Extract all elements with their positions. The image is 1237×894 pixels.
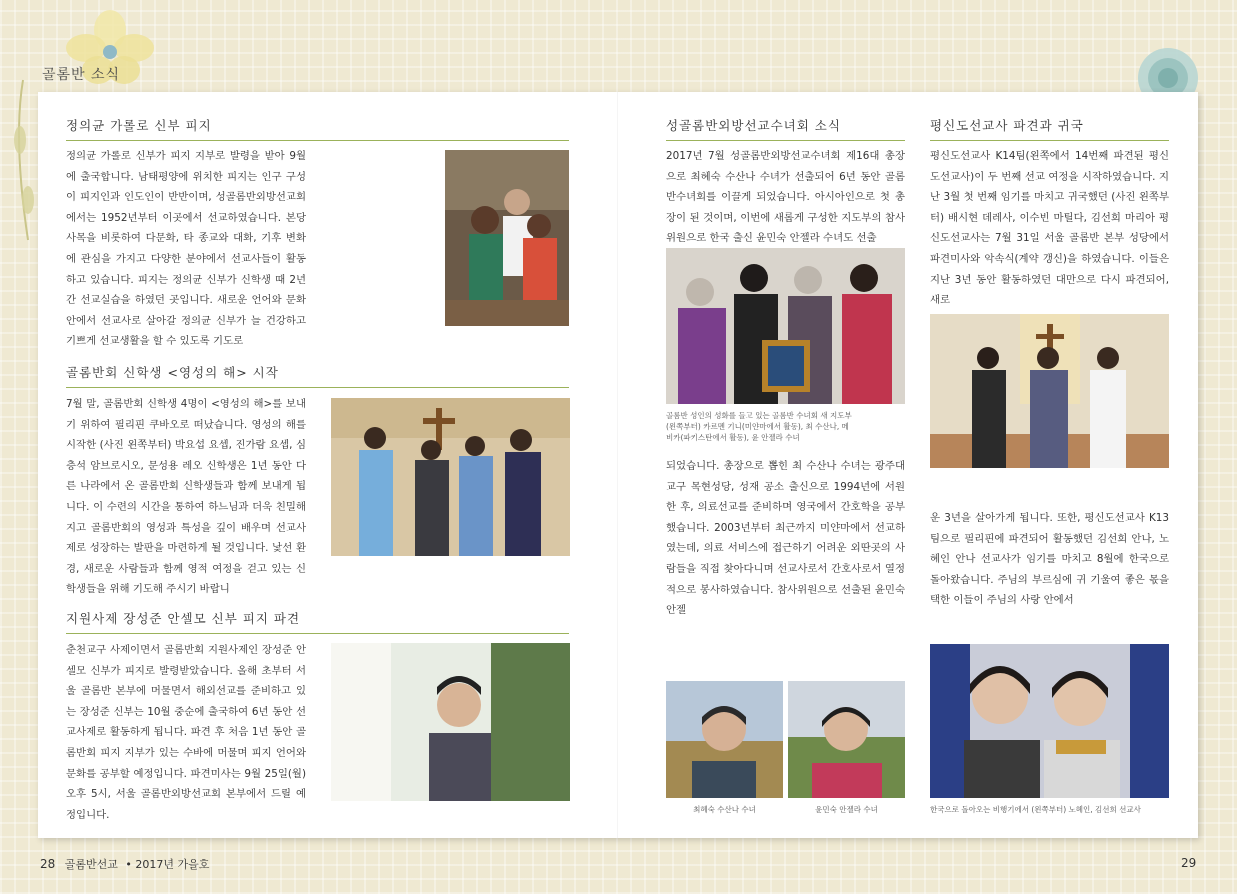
seminarians-body: 7월 말, 골롬반회 신학생 4명이 <영성의 해>를 보내기 위하여 필리핀 쿠바오로 떠났습니다. 영성의 해를 시작한 (사진 왼쪽부터) 박요섭 요셉, 진가람 요셉, 심층석 암브로시오, 문성용 레오 신학생은 1년 동안 다른 나라에서 온 골롬반회 신학생들과 함께 보내게 됩니다. 이 수련의 시간을 통하여 하느님과 더욱 친밀해지고 골롬반회의 영성과 특성을 깊이 배우며 선교사제로 성장하는 발판을 마련하게 될 것입니다. 낯선 환경, 새로운 사람들과 함께 영적 여정을 걷고 있는 신학생들을 위해 기도해 주시기 바랍니 — [66, 398, 306, 596]
sisters-heading: 성골롬반외방선교수녀회 소식 — [666, 116, 905, 141]
portrait-caption-yoon: 윤민숙 안젤라 수녀 — [815, 805, 878, 814]
vine-left-decoration — [8, 80, 38, 240]
seminarians-heading: 골롬반회 신학생 <영성의 해> 시작 — [66, 363, 569, 388]
associate-priest-heading: 지원사제 장성준 안셀모 신부 피지 파견 — [66, 609, 569, 634]
fiji-priest-body: 정의균 가롤로 신부가 피지 지부로 발령을 받아 9월에 출국합니다. 남태평양에 위치한 피지는 인구 구성이 피지인과 인도인이 반반이며, 성골롬반외방선교회에서는 1952년부터 이곳에서 선교하였습니다. 본당사목을 비롯하여 다문화, 타 종교와 대화, 기후 변화에 관심을 가지고 다양한 분야에서 선교사들이 활동하고 있습니다. 피지는 정의균 신부가 신학생 때 2년간 선교실습을 하였던 곳입니다. 새로운 언어와 문화 안에서 선교사로 살아갈 정의균 신부가 늘 건강하고 기쁘게 선교생활을 할 수 있도록 기도로 — [66, 150, 306, 348]
fiji-priest-photo — [445, 150, 569, 326]
lay-missionaries-sending-photo — [930, 314, 1169, 468]
lay-missionaries-body-top: 평신도선교사 K14팀(왼쪽에서 14번째 파견된 평신도선교사)이 두 번째 선교 여정을 시작하였습니다. 지난 3월 첫 번째 임기를 마치고 귀국했던 (사진 왼쪽부터) 배시현 데레사, 이수빈 마틸다, 김선희 마리아 평신도선교사는 7월 31일 서울 골롬반 본부 성당에서 파견미사와 악속식(계약 갱신)을 하였습니다. 이들은 지난 3년 동안 활동하였던 대만으로 다시 파견되어, 새로 — [930, 150, 1169, 307]
sisters-leadership-caption: 골롬반 성인의 성화를 들고 있는 골롬반 수녀회 새 지도부 (왼쪽부터) 카르멘 기니(미얀마에서 활동), 최 수산나, 메비카(파키스탄에서 활동), 윤 안젤라 수녀 — [666, 411, 852, 442]
portrait-caption-choi: 최혜숙 수산나 수녀 — [693, 805, 756, 814]
fiji-priest-heading: 정의균 가롤로 신부 피지 — [66, 116, 569, 141]
footer-separator: • — [125, 858, 132, 871]
associate-priest-body: 춘천교구 사제이면서 골롬반회 지원사제인 장성준 안셀모 신부가 피지로 발령받았습니다. 올해 초부터 서울 골롬반 본부에 머물면서 해외선교를 준비하고 있는 장성준 신부는 10월 중순에 출국하여 6년 동안 선교사제로 활동하게 됩니다. 파견 후 처음 1년 동안 골롬반회 피지 지부가 있는 수바에 머물며 피지 언어와 문화를 공부할 예정입니다. 파견미사는 9월 25일(월) 오후 5시, 서울 골롬반외방선교회 본부에서 드릴 예정입니다. — [66, 644, 306, 821]
issue-label: 2017년 가을호 — [135, 858, 210, 871]
returning-missionaries-caption: 한국으로 돌아오는 비행기에서 (왼쪽부터) 노혜인, 김선희 선교사 — [930, 805, 1141, 814]
lay-missionaries-heading: 평신도선교사 파견과 귀국 — [930, 116, 1169, 141]
seminarians-photo — [331, 398, 570, 556]
left-page-number: 28 — [40, 857, 56, 871]
returning-missionaries-photo — [930, 644, 1169, 798]
sisters-body-bottom: 되었습니다. 총장으로 뽑힌 최 수산나 수녀는 광주대교구 목현성당, 성재 공소 출신으로 1994년에 서원한 후, 의료선교를 준비하며 영국에서 간호학을 공부했습니다. 2003년부터 최근까지 미얀마에서 선교하였는데, 의료 서비스에 접근하기 어려운 외딴곳의 사람들을 직접 찾아다니며 선교사로서 간호사로서 열정적으로 봉사하였습니다. 참사위원으로 선출된 윤민숙 안젤 — [666, 460, 905, 617]
sisters-leadership-photo — [666, 248, 905, 404]
associate-priest-photo — [331, 643, 570, 801]
footer-left — [40, 856, 209, 872]
gutter-shadow — [617, 92, 618, 838]
right-page-number: 29 — [1181, 856, 1197, 870]
lay-missionaries-body-bottom: 운 3년을 살아가게 됩니다. 또한, 평신도선교사 K13팀으로 필리핀에 파견되어 활동했던 김선희 안나, 노혜인 안나 선교사가 임기를 마치고 8월에 한국으로 돌아왔습니다. 주님의 부르심에 귀 기울여 좋은 몫을 택한 이들이 주님의 사랑 안에서 — [930, 512, 1169, 607]
magazine-title: 골롬반선교 — [64, 858, 118, 871]
portrait-choi-susanna — [666, 681, 783, 798]
section-tag: 골롬반 소식 — [42, 67, 121, 83]
sisters-body-top: 2017년 7월 성골롬반외방선교수녀회 제16대 총장으로 최혜숙 수산나 수녀가 선출되어 6년 동안 골롬반수녀회를 이끌게 되었습니다. 아시아인으로 첫 총장이 된 것이며, 이번에 새롭게 구성한 지도부의 참사위원으로 한국 출신 윤민숙 안젤라 수녀도 선출 — [666, 150, 905, 245]
portrait-yoon-angela — [788, 681, 905, 798]
